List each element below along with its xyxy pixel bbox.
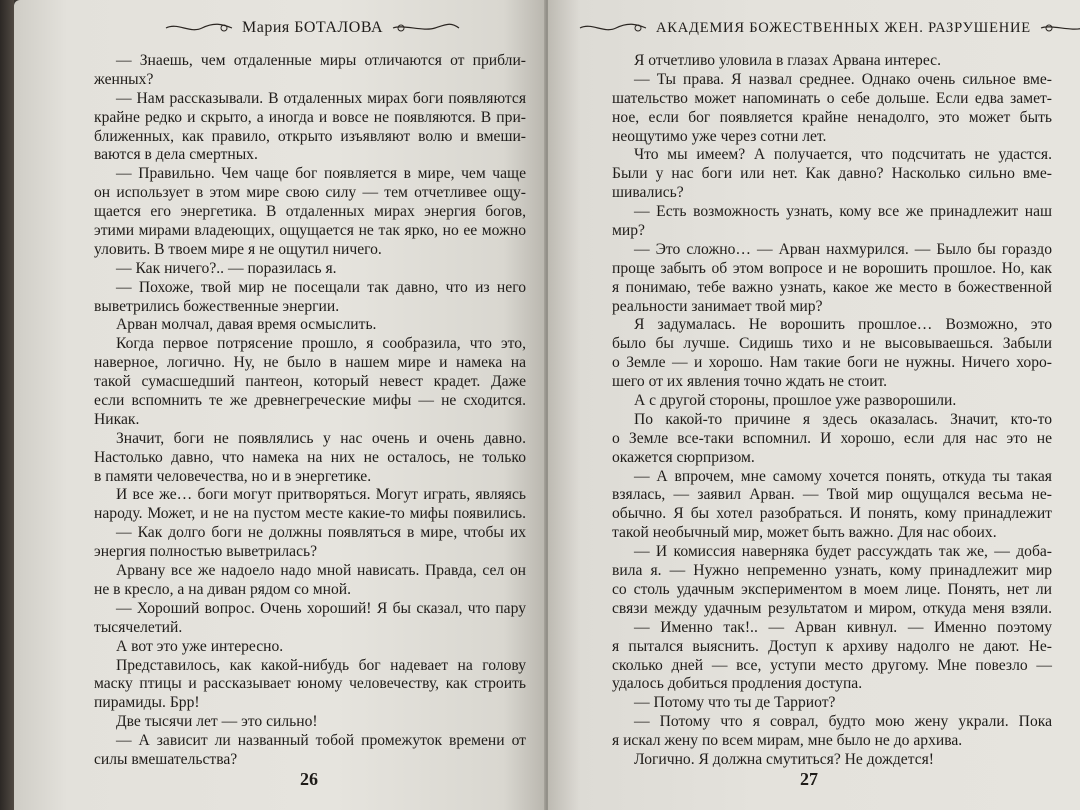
text-line: энергия полностью выветрилась? [94, 543, 318, 561]
text-line: — Правильно. Чем чаще бог появляется в мире, чем чаще [116, 165, 526, 183]
text-line: этими мирами владеющих, ощущается не так ярко, но ее можно [94, 222, 526, 240]
text-line: уловить. В твоем мире я не ощутил ничего. [94, 240, 382, 258]
text-line: неощутимо уже через сотни лет. [612, 127, 827, 145]
text-line: — Как долго боги не должны появляться в мире, чтобы их [116, 524, 526, 542]
text-line: такой необычный мир, может быть важно. Для нас обоих. [612, 524, 997, 542]
text-line: я пытался выяснить. Доступ к архиву надолго не дают. Не- [612, 637, 1052, 655]
text-line: выветрились божественные энергии. [94, 297, 340, 315]
flourish-ornament-icon [1039, 20, 1080, 36]
text-line: было бы лучше. Сидишь тихо и не высовываешься. Забыли [612, 335, 1052, 353]
text-line: — Есть возможность узнать, кому все же принадлежит наш [634, 203, 1052, 221]
text-line: маску птицы и рассказывает юному человечеству, как строить [94, 675, 526, 693]
text-line: — Похоже, твой мир не посещали так давно, что из него [116, 278, 526, 296]
text-line: И все же… боги могут притворяться. Могут играть, являясь [116, 486, 526, 504]
text-line: силы вмешательства? [94, 750, 238, 768]
text-line: он использует в этом мире свою силу — тем отчетливее ощу- [94, 184, 526, 202]
left-page-body [94, 52, 526, 770]
text-line: о Земле — и хорошо. Нам такие боги не нужны. Ничего хоро- [612, 354, 1052, 372]
flourish-ornament-icon [578, 20, 648, 36]
text-line: если вспомнить те же древнегреческие мифы — не сходится. [94, 392, 526, 410]
text-line: — Ты права. Я назвал среднее. Однако очень сильное вме- [634, 70, 1052, 88]
text-line: реальности занимает твой мир? [612, 297, 823, 315]
left-page [14, 0, 546, 810]
page-number-left: 26 [300, 769, 318, 789]
text-line: А с другой стороны, прошлое уже разворошили. [634, 392, 957, 410]
text-line: — Как ничего?.. — поразилась я. [116, 259, 337, 277]
text-line: обычно. Я бы хотел разобраться. И понять, кому принадлежит [612, 505, 1052, 523]
text-line: Настолько давно, что намека на них не осталось, не только [94, 448, 526, 466]
text-line: — А впрочем, мне самому хочется понять, откуда ты такая [634, 467, 1052, 485]
text-line: — Потому что ты де Тарриот? [634, 694, 836, 712]
text-line: — Именно так!.. — Арван кивнул. — Именно поэтому [634, 618, 1052, 636]
text-line: о Земле все-таки вспомнил. И хорошо, если для нас это не [612, 429, 1052, 447]
text-line: — Нам рассказывали. В отдаленных мирах боги появляются [116, 89, 526, 107]
text-line: ное, если бог появляется крайне ненадолго, это может быть [612, 108, 1052, 126]
text-line: Значит, боги не появлялись у нас очень и очень давно. [116, 429, 526, 447]
text-line: — А зависит ли названный тобой промежуток времени от [116, 732, 526, 750]
text-line: я искал жену по всем мирам, мне было не до архива. [612, 732, 963, 750]
text-line: наверное, логично. Ну, не было в нашем мире и намека на [94, 354, 526, 372]
text-line: — Знаешь, чем отдаленные миры отличаются от прибли- [116, 52, 526, 69]
text-line: ближенных, как правило, открыто изъявляют волю и вмеши- [94, 127, 526, 145]
text-line: Никак. [94, 410, 140, 428]
text-line: связи между удачным результатом и миром, откуда меня взяли. [612, 599, 1052, 617]
text-line: удалось добиться продления доступа. [612, 675, 863, 693]
text-line: в памяти человечества, но и в энергетике. [94, 467, 372, 485]
text-line: народу. Может, и не на пустом месте какие-то мифы появились. [94, 505, 526, 523]
text-line: Две тысячи лет — это сильно! [116, 713, 318, 731]
text-line: мир? [612, 222, 645, 240]
text-line: такой сумасшедший пантеон, который невест крадет. Даже [94, 373, 526, 391]
flourish-ornament-icon [391, 20, 461, 36]
text-line: Арвану все же надоело надо мной нависать. Правда, сел он [116, 562, 526, 580]
right-page-body [612, 52, 1052, 770]
text-line: ваются в дела смертных. [94, 146, 258, 164]
text-line: Представилось, как какой-нибудь бог надевает на голову [116, 656, 526, 674]
page-number-right: 27 [800, 769, 818, 789]
text-line: щается его энергетика. В отдаленных мирах энергия богов, [94, 203, 526, 221]
text-line: шивались? [612, 184, 684, 202]
book-edge [0, 0, 14, 810]
text-line: По какой-то причине я здесь оказалась. Значит, кто-то [634, 410, 1052, 428]
running-header-right [578, 16, 1080, 40]
text-line: Я отчетливо уловила в глазах Арвана интерес. [634, 52, 941, 69]
text-line: Я задумалась. Не ворошить прошлое… Возможно, это [634, 316, 1052, 334]
text-line: Были у нас боги или нет. Как давно? Насколько сильно вме- [612, 165, 1052, 183]
text-line: крайне редко и скрыто, а иногда и вовсе не появляются. В при- [94, 108, 526, 126]
text-line: Что мы имеем? А получается, что подсчитать не удастся. [634, 146, 1052, 164]
text-line: пирамиды. Брр! [94, 694, 200, 712]
text-line: шательство может напоминать о себе дольше. Если едва замет- [612, 89, 1052, 107]
text-line: — Потому что я соврал, будто мою жену украли. Пока [634, 713, 1052, 731]
text-line: сколько дней — все, уступи место другому. Мне повезло — [612, 656, 1052, 674]
right-page [548, 0, 1080, 810]
text-line: проще забыть об этом вопросе и не ворошить прошлое. Но, как [612, 259, 1052, 277]
text-line: — Хороший вопрос. Очень хороший! Я бы сказал, что пару [116, 599, 526, 617]
text-line: — И комиссия наверняка будет рассуждать так же, — доба- [634, 543, 1052, 561]
running-header-left [164, 16, 461, 40]
text-line: не в кресло, а на диван рядом со мной. [94, 580, 352, 598]
text-line: А вот это уже интересно. [116, 637, 284, 655]
text-line: вила я. — Нужно непременно узнать, кому принадлежит мир [612, 562, 1052, 580]
text-line: Когда первое потрясение прошло, я сообразила, что это, [116, 335, 526, 353]
text-line: я понимаю, тебе важно узнать, какое же место в божественной [612, 278, 1052, 296]
text-line: Логично. Я должна смутиться? Не дождется! [634, 750, 934, 768]
text-line: Арван молчал, давая время осмыслить. [116, 316, 377, 334]
text-line: взялась, — заявил Арван. — Твой мир ощущался весьма не- [612, 486, 1052, 504]
author-name: Мария БОТАЛОВА [242, 19, 384, 36]
text-line: тысячелетий. [94, 618, 183, 636]
text-line: — Это сложно… — Арван нахмурился. — Было бы гораздо [634, 240, 1052, 258]
text-line: окажется сюрпризом. [612, 448, 755, 466]
text-line: женных? [94, 70, 154, 88]
text-line: шего от их явления точно ждать не стоит. [612, 373, 888, 391]
text-line: со столь удачным экспериментом в моем лице. Понять, нет ли [612, 580, 1052, 598]
flourish-ornament-icon [164, 20, 234, 36]
book-title: АКАДЕМИЯ БОЖЕСТВЕННЫХ ЖЕН. РАЗРУШЕНИЕ [656, 19, 1031, 36]
